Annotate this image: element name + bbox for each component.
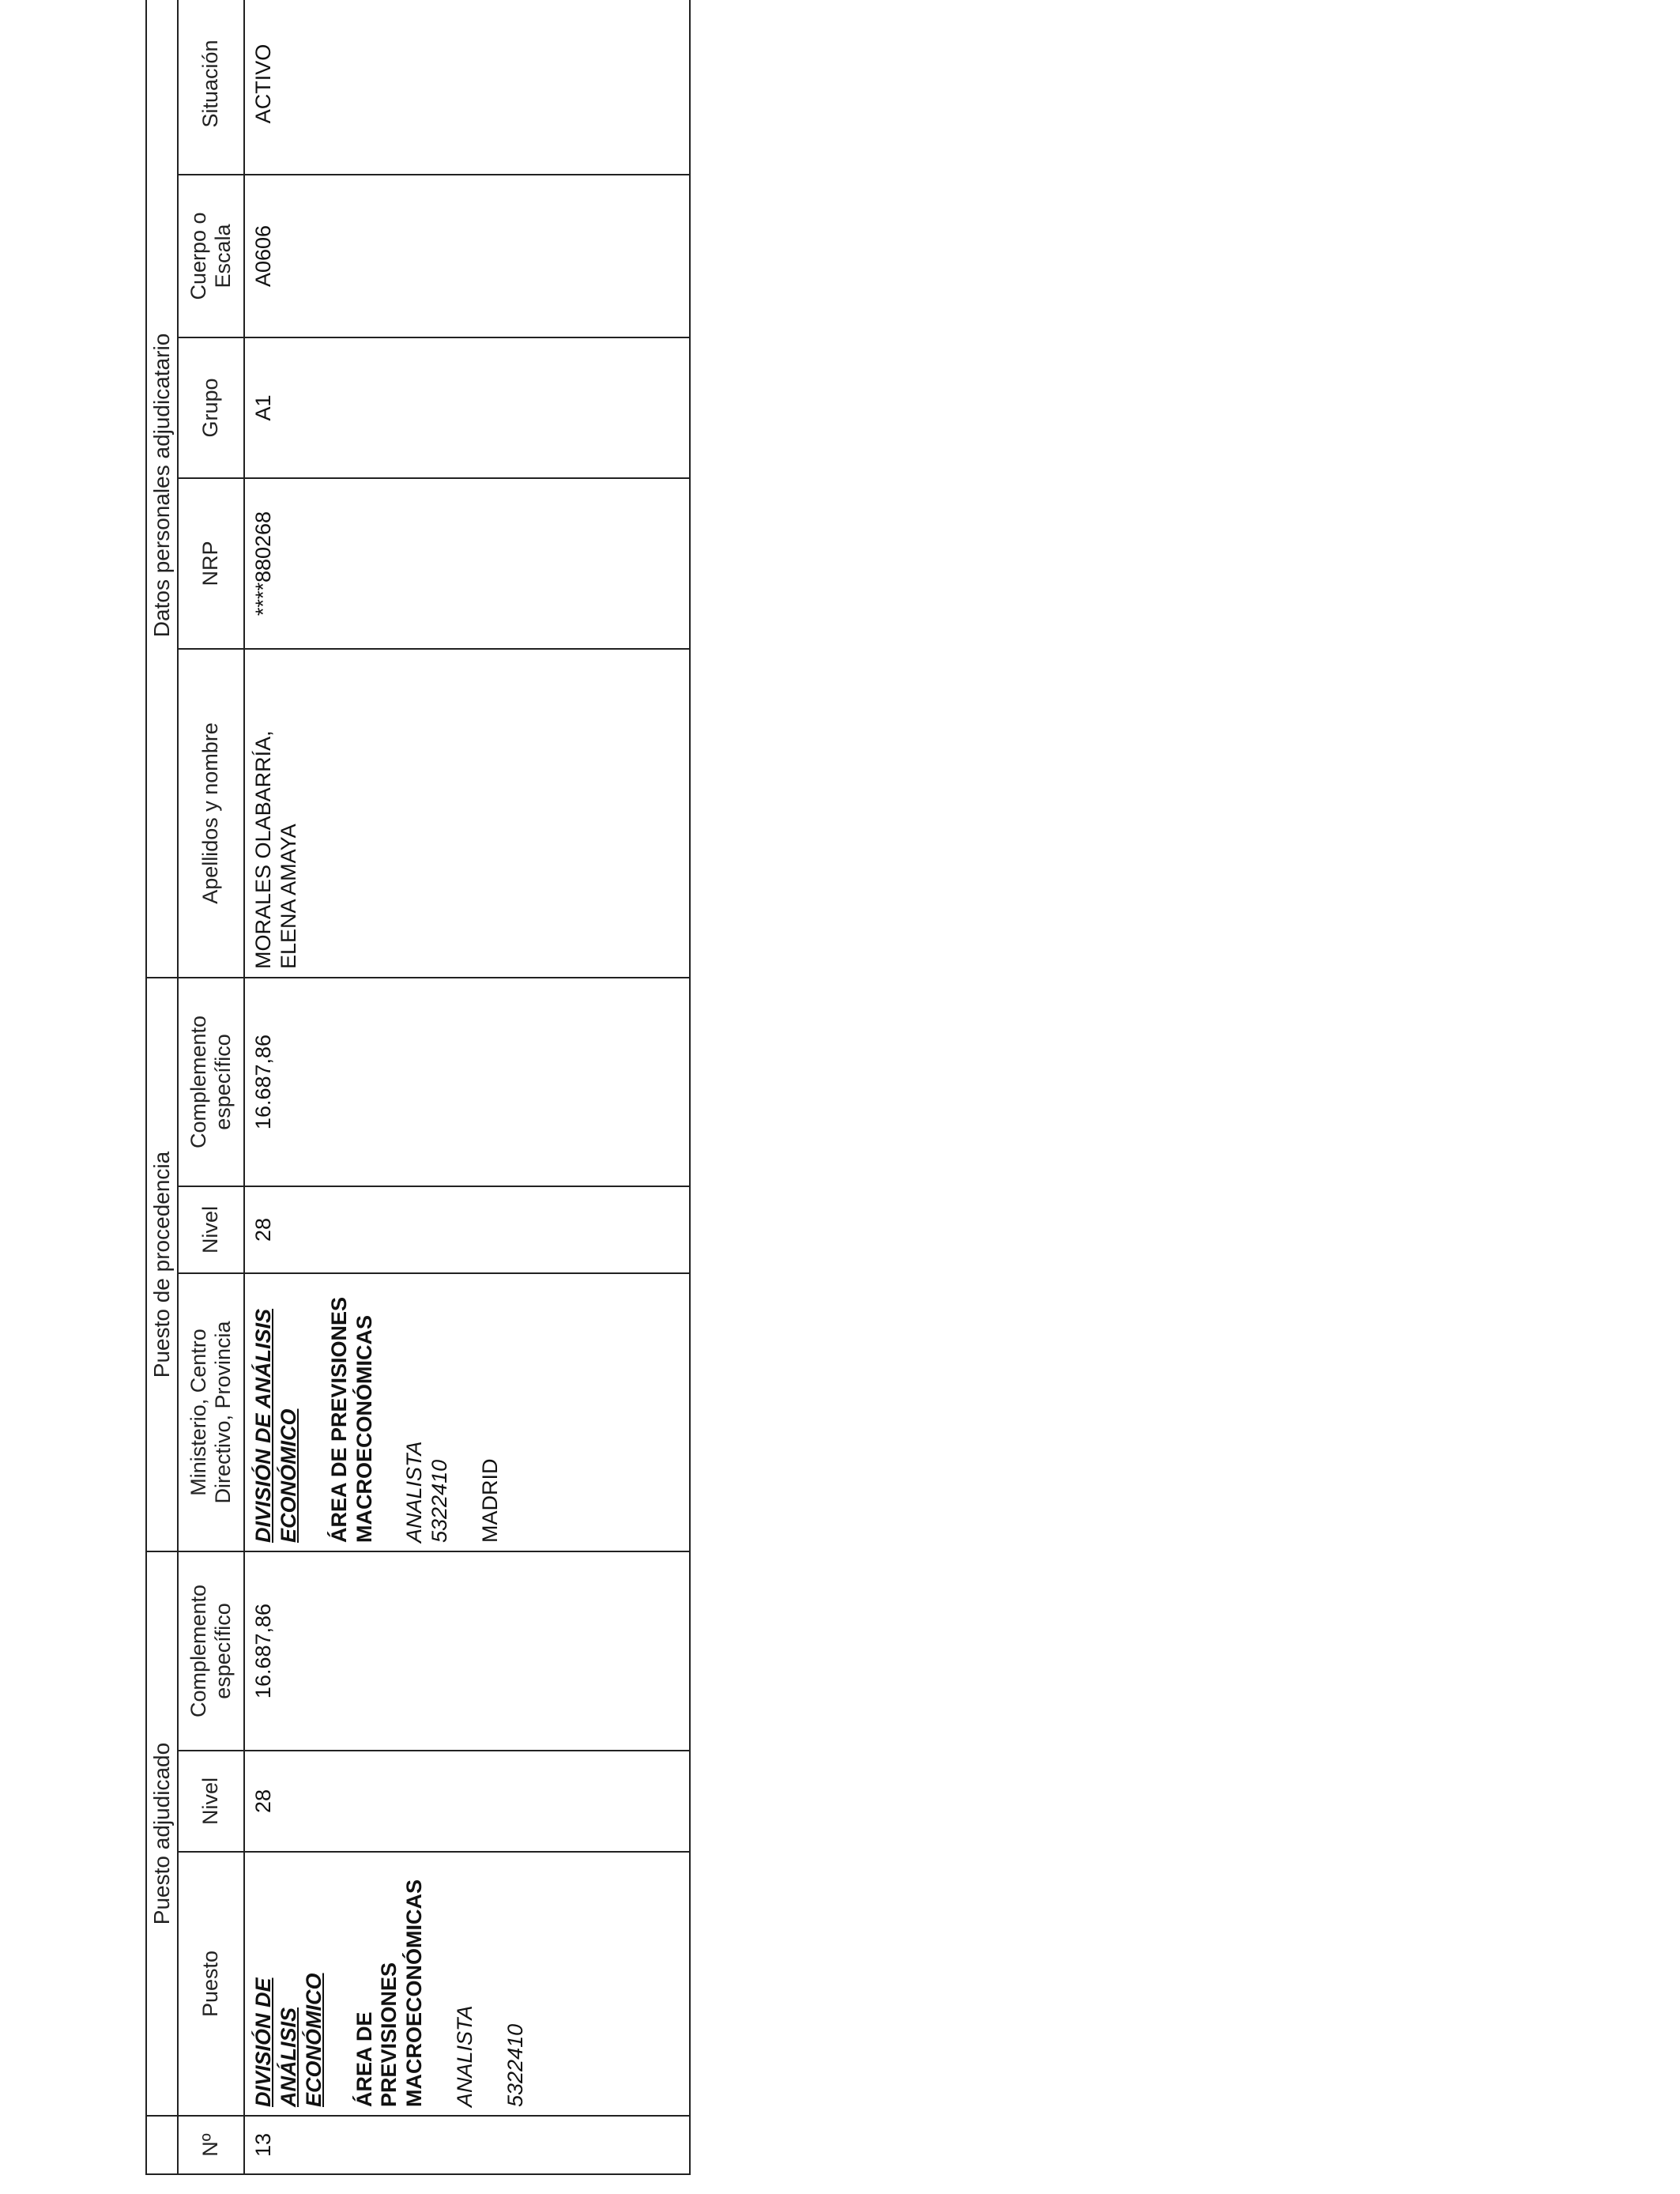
procedencia-provincia: MADRID xyxy=(478,1458,503,1543)
header-ministerio-line1: Ministerio, Centro xyxy=(186,1329,210,1496)
rotated-page xyxy=(145,0,691,2175)
cell-cuerpo: A0606 xyxy=(244,175,690,337)
header-cuerpo-line1: Cuerpo o xyxy=(186,212,210,300)
puesto-codigo: 5322410 xyxy=(503,2023,528,2107)
header-complemento-line1: Complemento xyxy=(186,1584,210,1718)
header-complemento-line2: específico xyxy=(211,1603,235,1699)
header-cuerpo-line2: Escala xyxy=(211,224,235,288)
cell-nrp: ****880268 xyxy=(244,478,690,649)
cell-puesto xyxy=(244,1852,690,2116)
group-header-row xyxy=(146,0,178,2174)
puesto-area-line2: PREVISIONES xyxy=(377,1962,401,2107)
group-puesto-adjudicado: Puesto adjudicado xyxy=(146,1551,178,2116)
adjudication-table xyxy=(145,0,691,2175)
cell-ministerio xyxy=(244,1273,690,1551)
header-situacion: Situación xyxy=(178,0,244,175)
cell-nivel: 28 xyxy=(244,1751,690,1852)
puesto-cargo: ANALISTA xyxy=(453,2005,477,2107)
procedencia-division-line1: DIVISIÓN DE ANÁLISIS xyxy=(251,1308,275,1543)
apellidos-line1: MORALES OLABARRÍA, xyxy=(251,730,275,969)
procedencia-codigo: 5322410 xyxy=(428,1459,452,1543)
cell-nivel-procedencia: 28 xyxy=(244,1186,690,1273)
cell-complemento-procedencia: 16.687,86 xyxy=(244,978,690,1186)
header-complemento-procedencia xyxy=(178,978,244,1186)
cell-apellidos xyxy=(244,649,690,978)
header-complemento-procedencia-line2: específico xyxy=(211,1034,235,1130)
column-header-row xyxy=(178,0,244,2174)
cell-grupo: A1 xyxy=(244,337,690,478)
cell-situacion: ACTIVO xyxy=(244,0,690,175)
blank-corner xyxy=(146,2116,178,2174)
group-puesto-procedencia: Puesto de procedencia xyxy=(146,978,178,1551)
header-num: Nº xyxy=(178,2116,244,2174)
header-nrp: NRP xyxy=(178,478,244,649)
cell-num: 13 xyxy=(244,2116,690,2174)
header-complemento xyxy=(178,1551,244,1751)
puesto-division-line1: DIVISIÓN DE xyxy=(251,1977,275,2107)
procedencia-area-line2: MACROECONÓMICAS xyxy=(352,1315,376,1543)
header-grupo: Grupo xyxy=(178,337,244,478)
puesto-division-line3: ECONÓMICO xyxy=(301,1973,326,2107)
apellidos-line2: ELENA AMAYA xyxy=(276,824,300,969)
procedencia-area-line1: ÁREA DE PREVISIONES xyxy=(326,1296,351,1543)
table-row xyxy=(244,0,690,2174)
header-cuerpo xyxy=(178,175,244,337)
procedencia-cargo: ANALISTA xyxy=(402,1441,427,1543)
header-complemento-procedencia-line1: Complemento xyxy=(186,1015,210,1149)
cell-complemento: 16.687,86 xyxy=(244,1551,690,1751)
group-datos-personales: Datos personales adjudicatario xyxy=(146,0,178,978)
procedencia-division-line2: ECONÓMICO xyxy=(276,1408,300,1543)
header-nivel: Nivel xyxy=(178,1751,244,1852)
puesto-division-line2: ANÁLISIS xyxy=(276,2007,300,2107)
header-apellidos: Apellidos y nombre xyxy=(178,649,244,978)
puesto-area-line3: MACROECONÓMICAS xyxy=(402,1879,427,2107)
header-ministerio-line2: Directivo, Provincia xyxy=(211,1321,235,1504)
puesto-area-line1: ÁREA DE xyxy=(352,2011,376,2107)
header-puesto: Puesto xyxy=(178,1852,244,2116)
header-nivel-procedencia: Nivel xyxy=(178,1186,244,1273)
header-ministerio xyxy=(178,1273,244,1551)
